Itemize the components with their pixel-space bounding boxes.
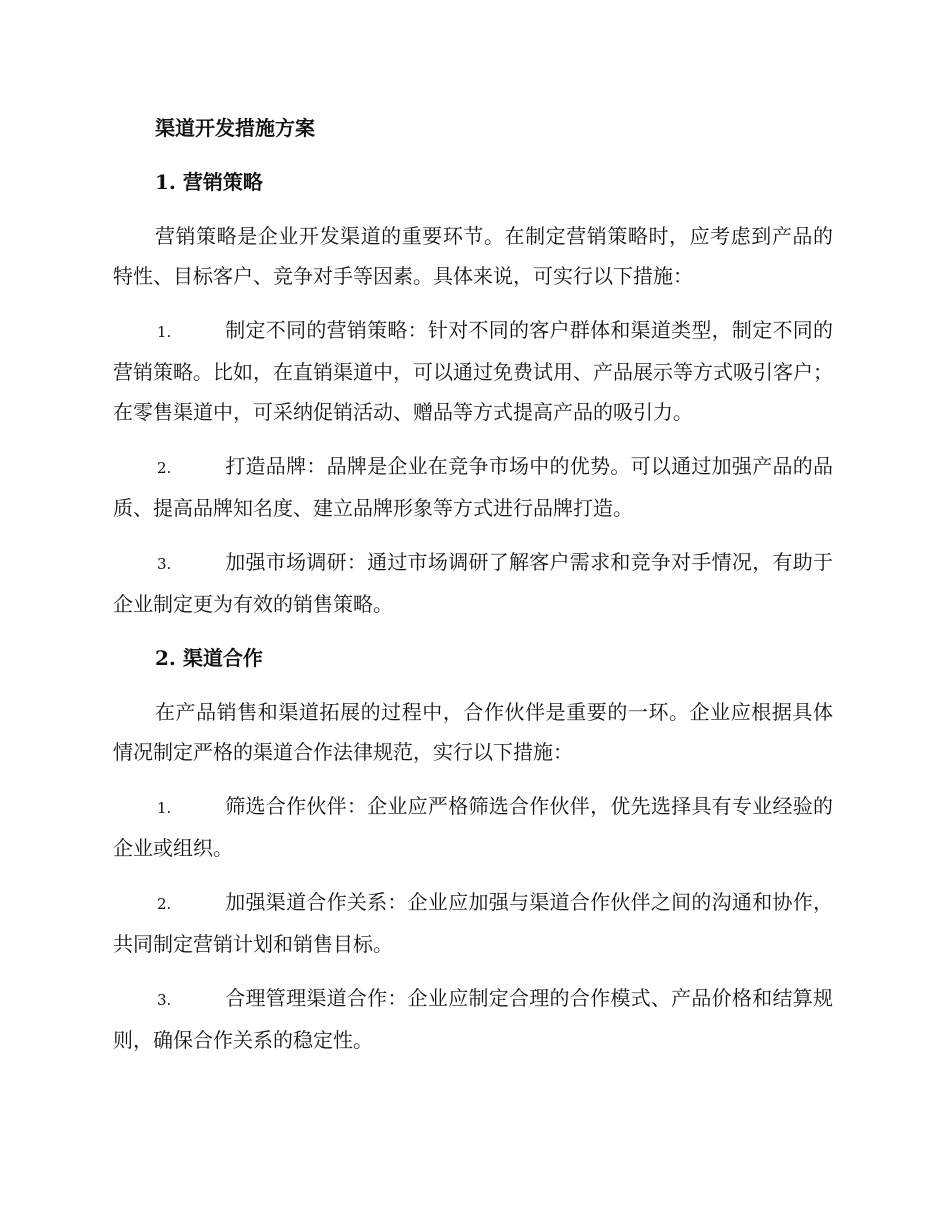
section-heading: 2. 渠道合作 — [155, 646, 263, 670]
list-item-text: 合理管理渠道合作：企业应制定合理的合作模式、产品价格和结算规则，确保合作关系的稳定性。 — [113, 986, 833, 1052]
list-item — [113, 310, 833, 432]
list-item — [113, 786, 833, 868]
document-body — [113, 108, 833, 1060]
list-item — [113, 542, 833, 624]
list-item-number: 3. — [157, 991, 172, 1009]
section-intro: 营销策略是企业开发渠道的重要环节。在制定营销策略时，应考虑到产品的特性、目标客户、竞争对手等因素。具体来说，可实行以下措施： — [113, 224, 833, 288]
list-item — [113, 978, 833, 1060]
list-item-text: 加强渠道合作关系：企业应加强与渠道合作伙伴之间的沟通和协作，共同制定营销计划和销售目标。 — [113, 890, 833, 956]
list-item-text: 加强市场调研：通过市场调研了解客户需求和竞争对手情况，有助于企业制定更为有效的销售策略。 — [113, 550, 833, 616]
list-item-number: 2. — [157, 459, 172, 477]
list-item-number: 1. — [157, 799, 172, 817]
list-item-number: 2. — [157, 895, 172, 913]
document-title: 渠道开发措施方案 — [155, 116, 315, 140]
list-item — [113, 446, 833, 528]
section-heading: 1. 营销策略 — [155, 170, 263, 194]
list-item-text: 筛选合作伙伴：企业应严格筛选合作伙伴，优先选择具有专业经验的企业或组织。 — [113, 794, 833, 860]
list-item-text: 制定不同的营销策略：针对不同的客户群体和渠道类型，制定不同的营销策略。比如，在直销渠道中，可以通过免费试用、产品展示等方式吸引客户；在零售渠道中，可采纳促销活动、赠品等方式提高产品的吸引力。 — [113, 318, 833, 424]
list-item-number: 1. — [157, 323, 172, 341]
list-item — [113, 882, 833, 964]
section-intro: 在产品销售和渠道拓展的过程中，合作伙伴是重要的一环。企业应根据具体情况制定严格的渠道合作法律规范，实行以下措施： — [113, 700, 833, 764]
list-item-text: 打造品牌：品牌是企业在竞争市场中的优势。可以通过加强产品的品质、提高品牌知名度、建立品牌形象等方式进行品牌打造。 — [113, 454, 833, 520]
list-item-number: 3. — [157, 555, 172, 573]
